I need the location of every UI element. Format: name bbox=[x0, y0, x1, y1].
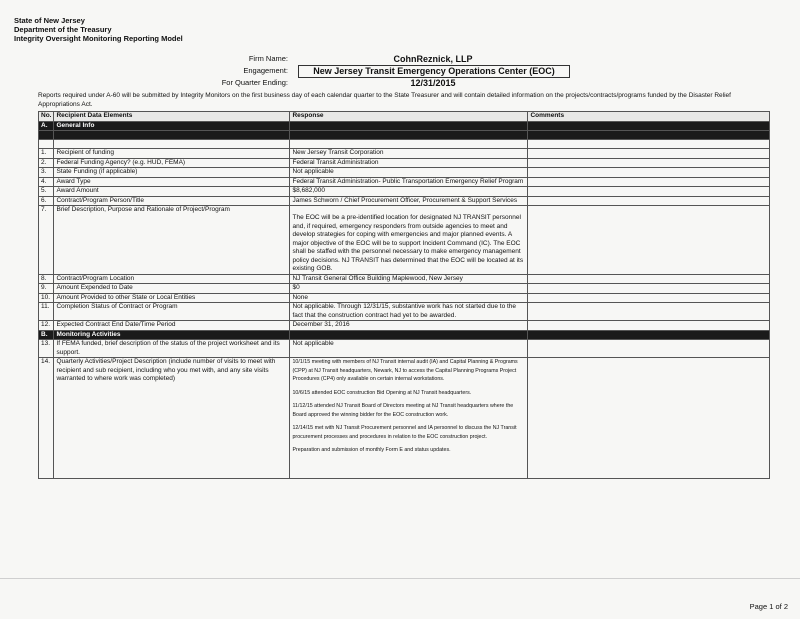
row-comments bbox=[528, 187, 770, 197]
row-element: Recipient of funding bbox=[54, 149, 290, 159]
blank-row bbox=[39, 140, 770, 149]
row-comments bbox=[528, 321, 770, 331]
row-number: 10. bbox=[39, 293, 54, 303]
row-response: The EOC will be a pre-identified location for designated NJ TRANSIT personnel and, if required, emergency responders from outside agencies to meet and develop strategies for coping with emergencies and major planned events. A major objective of the EOC will be to support Incident Command (IC). The EOC shall be staffed with the personnel necessary to make emergency management policy decisions. NJ TRANSIT has determined that the EOC will be located at its existing GOB. bbox=[290, 206, 528, 275]
table-row bbox=[39, 274, 770, 284]
header-state: State of New Jersey bbox=[14, 16, 85, 25]
row-comments bbox=[528, 177, 770, 187]
row-number: 3. bbox=[39, 168, 54, 178]
row-number: 5. bbox=[39, 187, 54, 197]
row-number: 13. bbox=[39, 340, 54, 358]
row-number: 8. bbox=[39, 274, 54, 284]
row-response: Federal Transit Administration bbox=[290, 158, 528, 168]
table-row bbox=[39, 358, 770, 479]
table-row bbox=[39, 149, 770, 159]
row-element: Brief Description, Purpose and Rationale of Project/Program bbox=[54, 206, 290, 275]
table-row bbox=[39, 303, 770, 321]
row-number: 14. bbox=[39, 358, 54, 479]
document-header bbox=[14, 16, 183, 43]
row-response: Not applicable. Through 12/31/15, substantive work has not started due to the fact that the construction contract had yet to be awarded. bbox=[290, 303, 528, 321]
col-element-header: Recipient Data Elements bbox=[54, 112, 290, 122]
row-element: Amount Expended to Date bbox=[54, 284, 290, 294]
table-row bbox=[39, 206, 770, 275]
row-element: Quarterly Activities/Project Description (include number of visits to meet with recipient and sub recipient, including who you met with, and any site visits warranted to where work was completed) bbox=[54, 358, 290, 479]
report-table bbox=[38, 111, 770, 479]
section-no: B. bbox=[39, 330, 54, 340]
row-response: None bbox=[290, 293, 528, 303]
row-number: 11. bbox=[39, 303, 54, 321]
row-number: 9. bbox=[39, 284, 54, 294]
row-response: $8,682,000 bbox=[290, 187, 528, 197]
row-response: Not applicable bbox=[290, 168, 528, 178]
row-number: 7. bbox=[39, 206, 54, 275]
section-general-info bbox=[39, 121, 770, 131]
row-element: Completion Status of Contract or Program bbox=[54, 303, 290, 321]
row-comments bbox=[528, 206, 770, 275]
row-number: 12. bbox=[39, 321, 54, 331]
col-comments-header: Comments bbox=[528, 112, 770, 122]
activity-item: 10/1/15 meeting with members of NJ Transit internal audit (IA) and Capital Planning & Programs (CPP) at NJ Transit headquarters, Newark, NJ to access the Capital Planning Programs Project Procedures (CP4) only available on certain internal workstations. bbox=[292, 359, 518, 382]
section-title: Monitoring Activities bbox=[54, 330, 290, 340]
table-row bbox=[39, 187, 770, 197]
row-number: 2. bbox=[39, 158, 54, 168]
table-row bbox=[39, 196, 770, 206]
row-response: December 31, 2016 bbox=[290, 321, 528, 331]
table-row bbox=[39, 177, 770, 187]
table-row bbox=[39, 293, 770, 303]
intro-text: Reports required under A-60 will be submitted by Integrity Monitors on the first business day of each calendar quarter to the State Treasurer and will contain detailed information on the projects/contracts/programs funded by the Disaster Relief Appropriations Act. bbox=[38, 92, 731, 108]
row-comments bbox=[528, 358, 770, 479]
activity-item: 10/6/15 attended EOC construction Bid Opening at NJ Transit headquarters. bbox=[292, 389, 472, 396]
table-body bbox=[39, 149, 770, 331]
firm-value: CohnReznick, LLP bbox=[393, 54, 473, 64]
row-element: Award Amount bbox=[54, 187, 290, 197]
row-comments bbox=[528, 149, 770, 159]
row-response: NJ Transit General Office Building Maplewood, New Jersey bbox=[290, 274, 528, 284]
col-no-header: No. bbox=[39, 112, 54, 122]
row-number: 6. bbox=[39, 196, 54, 206]
row-comments bbox=[528, 340, 770, 358]
footer-divider bbox=[0, 578, 800, 579]
header-department: Department of the Treasury bbox=[14, 25, 112, 34]
firm-label: Firm Name: bbox=[248, 54, 288, 63]
row-element: Federal Funding Agency? (e.g. HUD, FEMA) bbox=[54, 158, 290, 168]
row-element: Contract/Program Location bbox=[54, 274, 290, 284]
engagement-value: New Jersey Transit Emergency Operations Center (EOC) bbox=[298, 65, 570, 78]
activity-item: 12/14/15 met with NJ Transit Procurement personnel and IA personnel to discuss the NJ Transit procurement processes and procedures in relation to the EOC construction project. bbox=[292, 425, 517, 440]
row-comments bbox=[528, 168, 770, 178]
table-header-row bbox=[39, 112, 770, 122]
col-response-header: Response bbox=[290, 112, 528, 122]
row-comments bbox=[528, 303, 770, 321]
row-number: 1. bbox=[39, 149, 54, 159]
row-comments bbox=[528, 293, 770, 303]
table-row bbox=[39, 168, 770, 178]
row-response: James Schworn / Chief Procurement Officer, Procurement & Support Services bbox=[290, 196, 528, 206]
row-comments bbox=[528, 196, 770, 206]
row-element: Amount Provided to other State or Local Entities bbox=[54, 293, 290, 303]
activity-item: 11/12/15 attended NJ Transit Board of Directors meeting at NJ Transit headquarters where the Board approved the winning bidder for the EOC construction work. bbox=[292, 403, 514, 418]
row-element: If FEMA funded, brief description of the status of the project worksheet and its support. bbox=[54, 340, 290, 358]
row-comments bbox=[528, 284, 770, 294]
row-response: Federal Transit Administration- Public Transportation Emergency Relief Program bbox=[290, 177, 528, 187]
page-number: Page 1 of 2 bbox=[749, 602, 788, 611]
table-row bbox=[39, 321, 770, 331]
section-no: A. bbox=[39, 121, 54, 131]
section-monitoring-activities bbox=[39, 330, 770, 340]
header-model: Integrity Oversight Monitoring Reporting Model bbox=[14, 34, 183, 43]
section-title: General Info bbox=[54, 121, 290, 131]
quarter-label: For Quarter Ending: bbox=[221, 78, 288, 87]
row-comments bbox=[528, 274, 770, 284]
row-element: Expected Contract End Date/Time Period bbox=[54, 321, 290, 331]
row-element: Award Type bbox=[54, 177, 290, 187]
activity-item: Preparation and submission of monthly Form E and status updates. bbox=[292, 447, 451, 453]
row-element: Contract/Program Person/Title bbox=[54, 196, 290, 206]
table-row bbox=[39, 158, 770, 168]
engagement-label: Engagement: bbox=[243, 66, 288, 75]
table-row bbox=[39, 284, 770, 294]
row-element: State Funding (if applicable) bbox=[54, 168, 290, 178]
table-row bbox=[39, 340, 770, 358]
row-response bbox=[290, 358, 528, 479]
quarter-value: 12/31/2015 bbox=[410, 78, 456, 88]
row-comments bbox=[528, 158, 770, 168]
engagement-info bbox=[180, 54, 600, 90]
row-response: New Jersey Transit Corporation bbox=[290, 149, 528, 159]
row-number: 4. bbox=[39, 177, 54, 187]
row-response: $0 bbox=[290, 284, 528, 294]
row-response: Not applicable bbox=[290, 340, 528, 358]
